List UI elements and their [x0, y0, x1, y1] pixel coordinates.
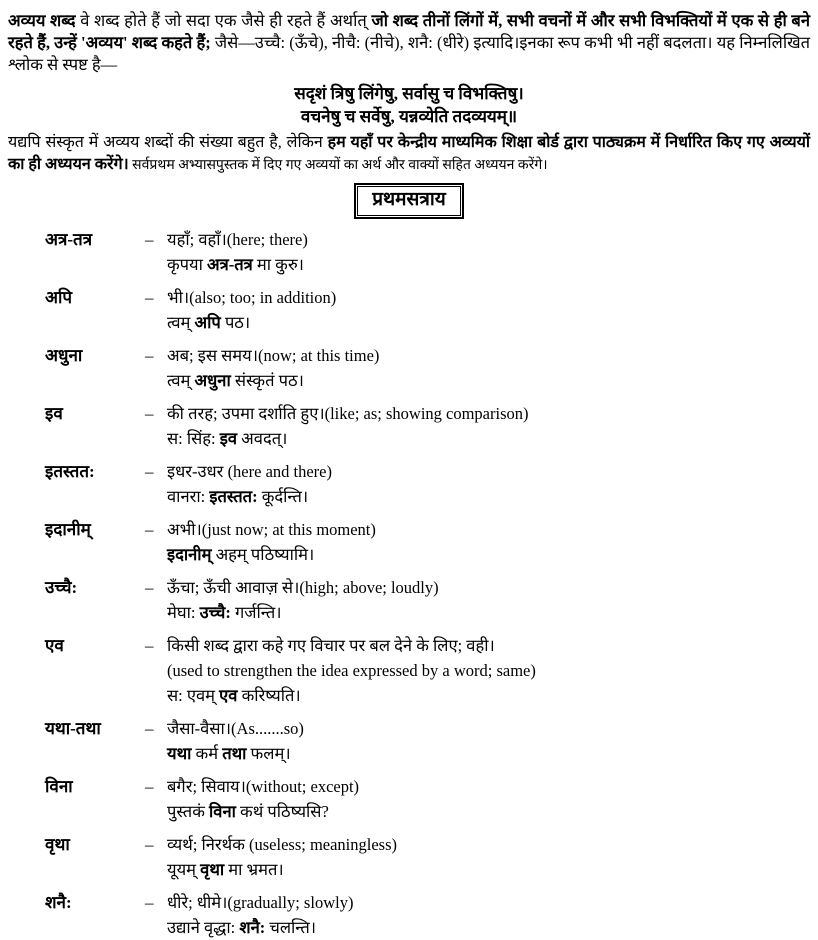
entry-meaning	[167, 716, 818, 741]
entry-dash: –	[145, 346, 154, 365]
entry-example-keyword: यथा	[167, 744, 192, 763]
entry-headword: उच्चै:	[45, 578, 78, 597]
entry-headword: इव	[45, 404, 63, 423]
entry-headword: अधुना	[45, 346, 83, 365]
entry-example-keyword: विना	[209, 802, 236, 821]
entry-meaning-hindi: की तरह; उपमा दर्शाति हुए।	[167, 404, 325, 423]
entry-example-suffix: मा भ्रमत।	[224, 860, 284, 879]
entry-example-prefix: पुस्तकं	[167, 802, 209, 821]
entry-example	[167, 484, 818, 509]
entry-example-prefix: स: सिंह:	[167, 429, 220, 448]
entry-body	[167, 832, 818, 882]
section-heading-text: प्रथमसत्राय	[357, 186, 461, 216]
entry-body	[167, 774, 818, 824]
entry-meaning-hindi: व्यर्थ; निरर्थक	[167, 835, 249, 854]
entry-meaning-hindi: ऊँचा; ऊँची आवाज़ से।	[167, 578, 300, 597]
entry-meaning	[167, 343, 818, 368]
intro-text-2-bold: जो शब्द तीनों लिंगों में, सभी वचनों में और सभी विभक्तियों में एक से ही बने रहते हैं, उन्हें 'अव्यय' शब्द कहते हैं;	[8, 11, 810, 52]
entry-dash: –	[145, 636, 154, 655]
entry-example-keyword: अधुना	[194, 371, 231, 390]
entry-dash: –	[145, 719, 154, 738]
shloka-line-2: वचनेषु च सर्वेषु, यन्नव्येति तदव्ययम्॥	[300, 107, 518, 126]
entry-body	[167, 459, 818, 509]
entry-example-prefix: स: एवम्	[167, 686, 220, 705]
entry-headword: विना	[45, 777, 73, 796]
entry-example-suffix: करिष्यति।	[237, 686, 301, 705]
entry-example-prefix: मेघा:	[167, 603, 200, 622]
entry-headword: इतस्तत:	[45, 462, 95, 481]
entry-body	[167, 227, 818, 277]
entry-headword: यथा-तथा	[45, 719, 101, 738]
entry-meaning-hindi: इधर-उधर	[167, 462, 228, 481]
entry-meaning	[167, 633, 818, 658]
entry-meaning-hindi: बगैर; सिवाय।	[167, 777, 246, 796]
entry-meaning-hindi: अब; इस समय।	[167, 346, 258, 365]
entry-meaning	[167, 517, 818, 542]
secondary-text-1: यद्यपि संस्कृत में अव्यय शब्दों की संख्या बहुत है, लेकिन	[8, 134, 328, 151]
entry-meaning-english: (high; above; loudly)	[299, 578, 439, 597]
entry-meaning	[167, 227, 818, 252]
entry-example-suffix: मा कुरु।	[252, 255, 304, 274]
shloka-verse	[0, 82, 818, 128]
section-heading-wrapper	[0, 183, 818, 219]
entry-headword: अत्र-तत्र	[45, 230, 93, 249]
entry-example-suffix: पठ।	[220, 313, 251, 332]
entry-example	[167, 310, 818, 335]
entry-meaning-english: (without; except)	[245, 777, 360, 796]
entry-row	[0, 890, 818, 940]
entry-body	[167, 890, 818, 940]
secondary-text-3: सर्वप्रथम अभ्यासपुस्तक में दिए गए अव्ययों का अर्थ और वाक्यों सहित अध्ययन करेंगे।	[128, 158, 548, 173]
entry-meaning-hindi: भी।	[167, 288, 190, 307]
entry-body	[167, 285, 818, 335]
entry-row	[0, 575, 818, 625]
entry-headword: अपि	[45, 288, 73, 307]
entry-example-keyword: शनै:	[239, 918, 266, 937]
entry-example-suffix: कथं पठिष्यसि?	[235, 802, 329, 821]
entry-example-suffix: अवदत्।	[237, 429, 288, 448]
entry-meaning	[167, 774, 818, 799]
entry-meaning	[167, 459, 818, 484]
entry-body	[167, 575, 818, 625]
entry-dash: –	[145, 893, 154, 912]
entry-example-keyword: इदानीम्	[167, 545, 212, 564]
entry-body	[167, 716, 818, 766]
entry-body	[167, 633, 818, 708]
entry-meaning-english: (like; as; showing comparison)	[324, 404, 529, 423]
entry-example-prefix: यूयम्	[167, 860, 201, 879]
entry-meaning-english: (now; at this time)	[257, 346, 380, 365]
entry-row	[0, 459, 818, 509]
document-page	[0, 10, 818, 937]
entry-dash: –	[145, 777, 154, 796]
entry-example	[167, 915, 818, 940]
entry-meaning	[167, 575, 818, 600]
entry-example	[167, 252, 818, 277]
entry-body	[167, 343, 818, 393]
entry-example-suffix: कूर्दन्ति।	[257, 487, 309, 506]
entry-meaning-hindi: धीरे; धीमे।	[167, 893, 228, 912]
entry-row	[0, 227, 818, 277]
secondary-paragraph	[8, 132, 810, 177]
entry-meaning-english: (As.......so)	[231, 719, 304, 738]
entry-example	[167, 426, 818, 451]
entry-dash: –	[145, 288, 154, 307]
entry-example	[167, 600, 818, 625]
entry-meaning-english: (here; there)	[226, 230, 308, 249]
entry-meaning-english: (useless; meaningless)	[249, 835, 398, 854]
intro-text-1: वे शब्द होते हैं जो सदा एक जैसे ही रहते हैं अर्थात्	[75, 11, 372, 30]
entry-example-keyword: इव	[219, 429, 238, 448]
entry-example	[167, 857, 818, 882]
entry-headword: शनै:	[45, 893, 72, 912]
entry-example-keyword: अपि	[194, 313, 221, 332]
entry-row	[0, 343, 818, 393]
entry-example-suffix: चलन्ति।	[265, 918, 317, 937]
avyaya-entry-list	[0, 227, 818, 940]
entry-meaning	[167, 890, 818, 915]
entry-row	[0, 716, 818, 766]
entry-dash: –	[145, 835, 154, 854]
entry-example-keyword: उच्चै:	[199, 603, 231, 622]
entry-headword: एव	[45, 636, 64, 655]
entry-meaning-hindi: अभी।	[167, 520, 202, 539]
intro-paragraph	[8, 10, 810, 76]
entry-example-keyword: इतस्तत:	[209, 487, 258, 506]
entry-row	[0, 633, 818, 708]
entry-body	[167, 401, 818, 451]
entry-row	[0, 285, 818, 335]
entry-example-suffix: अहम् पठिष्यामि।	[211, 545, 315, 564]
entry-meaning	[167, 285, 818, 310]
entry-body	[167, 517, 818, 567]
entry-dash: –	[145, 578, 154, 597]
entry-example	[167, 368, 818, 393]
entry-meaning-english: (here and there)	[227, 462, 332, 481]
entry-meaning-english: (gradually; slowly)	[227, 893, 354, 912]
entry-meaning-english: (also; too; in addition)	[189, 288, 337, 307]
entry-dash: –	[145, 230, 154, 249]
intro-text-3: जैसे—उच्चै: (ऊँचे), नीचै: (नीचे), शनै: (धीरे) इत्यादि।इनका रूप कभी भी नहीं बदलता। यह निम्नलिखित श्लोक से स्पष्ट है—	[8, 33, 810, 74]
entry-example-suffix: कर्म तथा फलम्।	[191, 744, 291, 763]
entry-dash: –	[145, 520, 154, 539]
entry-row	[0, 774, 818, 824]
entry-example	[167, 799, 818, 824]
entry-example	[167, 542, 818, 567]
entry-meaning-english: (just now; at this moment)	[201, 520, 376, 539]
entry-meaning-hindi: यहाँ; वहाँ।	[167, 230, 227, 249]
entry-example-suffix: संस्कृतं पठ।	[230, 371, 304, 390]
entry-example-keyword: वृथा	[200, 860, 225, 879]
entry-extra-note: (used to strengthen the idea expressed by a word; same)	[167, 661, 536, 680]
section-heading-box	[354, 183, 464, 219]
entry-example	[167, 741, 818, 766]
entry-example-prefix: त्वम्	[167, 313, 195, 332]
intro-lead-term: अव्यय शब्द	[8, 11, 76, 30]
entry-meaning-hindi: जैसा-वैसा।	[167, 719, 232, 738]
entry-row	[0, 832, 818, 882]
entry-example-prefix: उद्याने वृद्धा:	[167, 918, 240, 937]
entry-dash: –	[145, 404, 154, 423]
entry-example-suffix: गर्जन्ति।	[230, 603, 282, 622]
entry-meaning	[167, 832, 818, 857]
entry-example-keyword: अत्र-तत्र	[207, 255, 253, 274]
secondary-text-2-bold: हम यहाँ पर केन्द्रीय माध्यमिक शिक्षा बोर्ड द्वारा पाठ्यक्रम में निर्धारित किए गए अव्ययों का ही अध्ययन करेंगे।	[8, 134, 810, 173]
entry-row	[0, 517, 818, 567]
entry-example	[167, 683, 818, 708]
entry-headword: इदानीम्	[45, 520, 91, 539]
entry-dash: –	[145, 462, 154, 481]
entry-meaning-hindi: किसी शब्द द्वारा कहे गए विचार पर बल देने के लिए; वही।	[167, 636, 495, 655]
entry-meaning	[167, 401, 818, 426]
entry-headword: वृथा	[45, 835, 70, 854]
entry-row	[0, 401, 818, 451]
entry-example-prefix: कृपया	[167, 255, 208, 274]
shloka-line-1: सदृशं त्रिषु लिंगेषु, सर्वासु च विभक्तिषु।	[294, 84, 524, 103]
entry-example-keyword: एव	[219, 686, 238, 705]
entry-example-prefix: वानरा:	[167, 487, 210, 506]
entry-example-prefix: त्वम्	[167, 371, 195, 390]
